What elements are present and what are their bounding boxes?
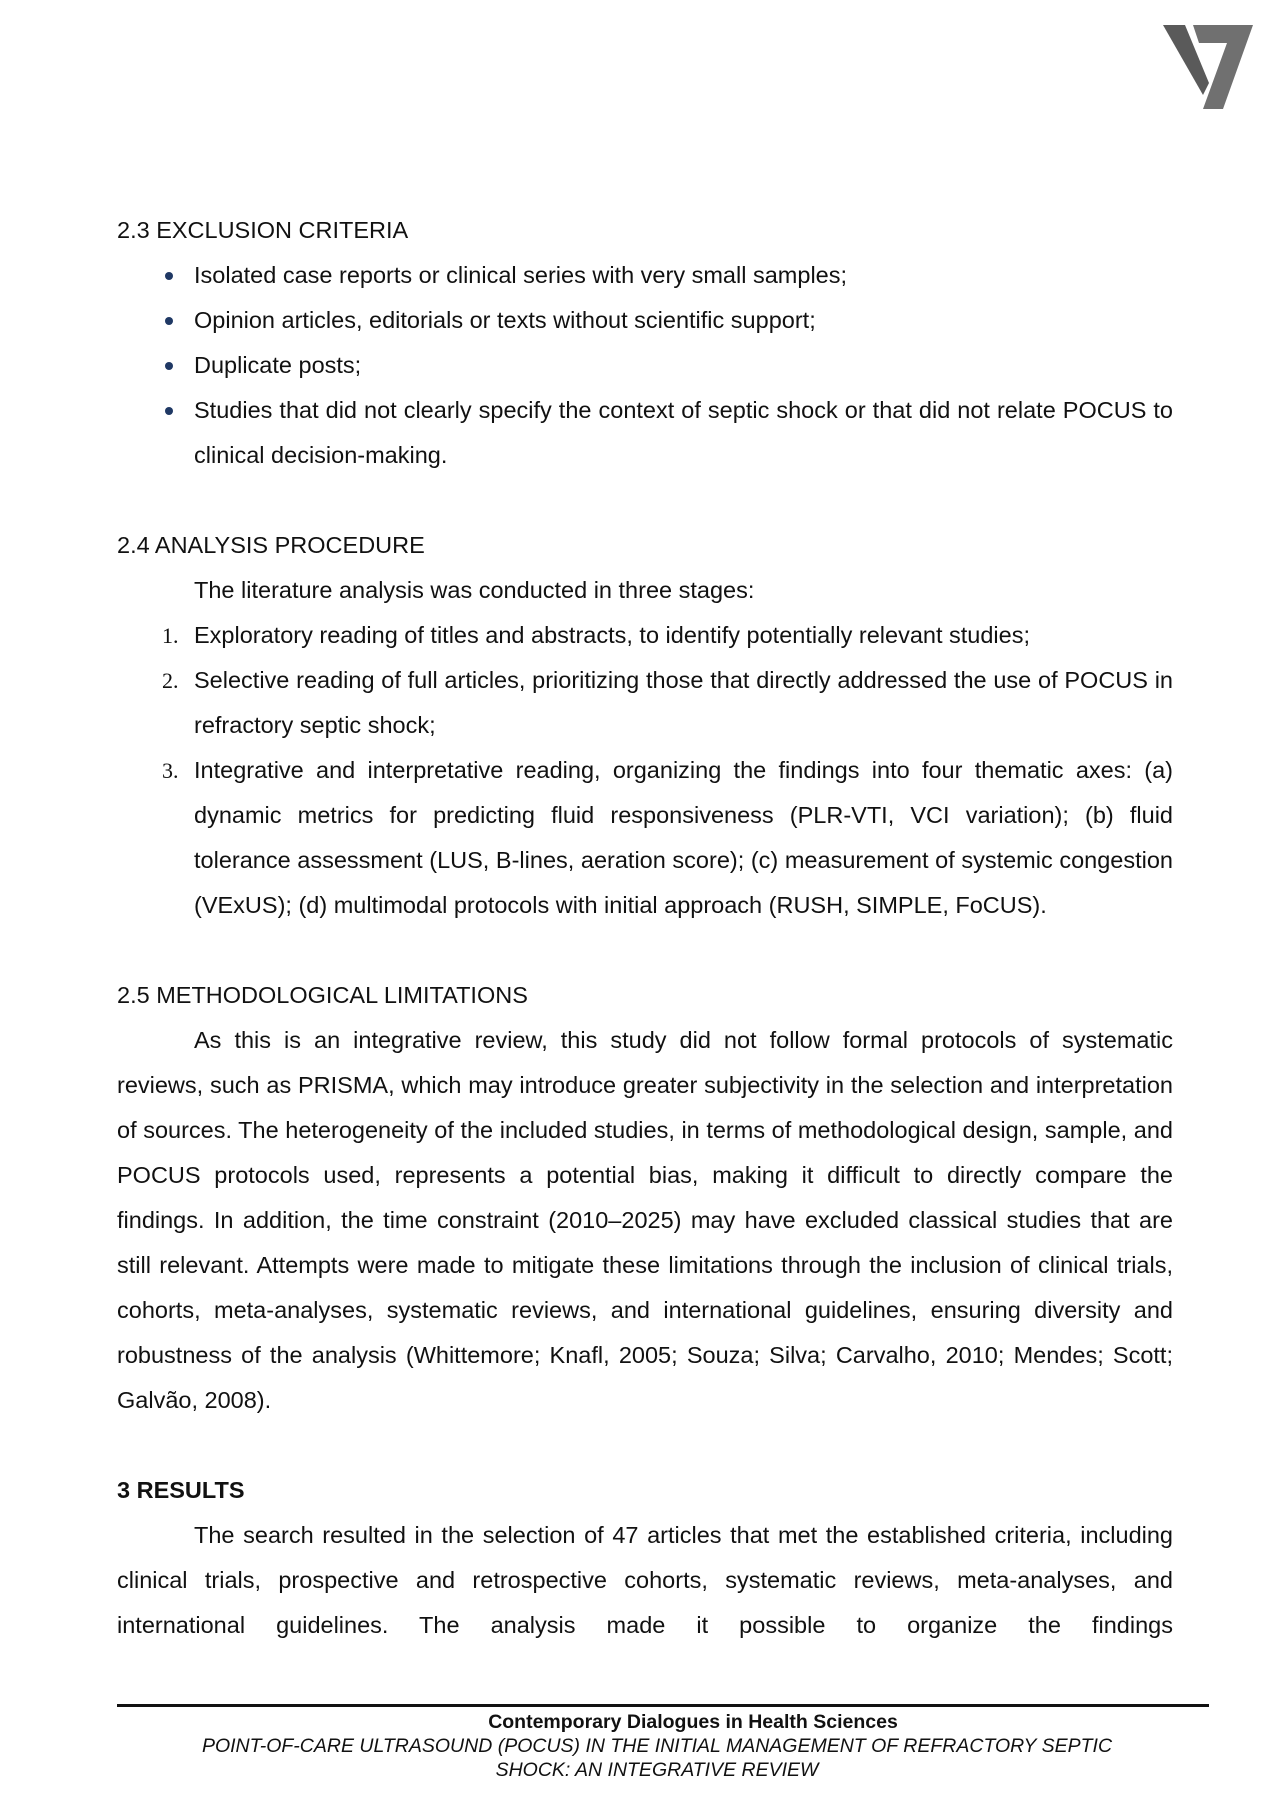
spacer <box>117 1423 1173 1468</box>
list-item <box>162 613 1173 658</box>
body-paragraph: The search resulted in the selection of 47 articles that met the established criteria, including clinical trials, prospective and retrospective cohorts, systematic reviews, meta-analyses, and international guidelines. The analysis made it possible to organize the findings <box>117 1522 1173 1638</box>
exclusion-criteria-list <box>117 253 1173 478</box>
spacer <box>117 478 1173 523</box>
article-title-line-1: POINT-OF-CARE ULTRASOUND (POCUS) IN THE INITIAL MANAGEMENT OF REFRACTORY SEPTIC <box>201 1735 1113 1757</box>
bullet-icon <box>165 362 173 370</box>
list-item-text: Opinion articles, editorials or texts without scientific support; <box>194 307 816 333</box>
section-heading: 2.3 EXCLUSION CRITERIA <box>117 217 409 243</box>
list-item <box>194 253 1173 298</box>
list-item <box>162 748 1173 928</box>
list-item-text: Selective reading of full articles, prioritizing those that directly addressed the use of POCUS in refractory septic shock; <box>194 667 1173 738</box>
spacer <box>117 928 1173 973</box>
analysis-steps-list <box>117 613 1173 928</box>
list-item <box>194 298 1173 343</box>
journal-name: Contemporary Dialogues in Health Sciences <box>488 1711 898 1733</box>
page-content <box>117 208 1173 1648</box>
list-item <box>162 658 1173 748</box>
body-paragraph: As this is an integrative review, this study did not follow formal protocols of systematic reviews, such as PRISMA, which may introduce greater subjectivity in the selection and interpretation of sources. The heterogeneity of the included studies, in terms of methodological design, sample, and POCUS protocols used, represents a potential bias, making it difficult to directly compare the findings. In addition, the time constraint (2010–2025) may have excluded classical studies that are still relevant. Attempts were made to mitigate these limitations through the inclusion of clinical trials, cohorts, meta-analyses, systematic reviews, and international guidelines, ensuring diversity and robustness of the analysis (Whittemore; Knafl, 2005; Souza; Silva; Carvalho, 2010; Mendes; Scott; Galvão, 2008). <box>117 1027 1173 1413</box>
section-results <box>117 1468 1173 1648</box>
v7-logo-icon <box>1163 25 1253 109</box>
article-title <box>157 1734 1157 1782</box>
page-footer <box>117 1710 1209 1782</box>
list-item-text: Exploratory reading of titles and abstracts, to identify potentially relevant studies; <box>194 622 1031 648</box>
section-analysis-procedure <box>117 523 1173 928</box>
section-heading: 3 RESULTS <box>117 1477 245 1503</box>
list-item <box>194 388 1173 478</box>
bullet-icon <box>165 407 173 415</box>
section-heading: 2.5 METHODOLOGICAL LIMITATIONS <box>117 982 528 1008</box>
intro-paragraph: The literature analysis was conducted in three stages: <box>194 577 755 603</box>
list-item <box>194 343 1173 388</box>
list-item-text: Integrative and interpretative reading, organizing the findings into four thematic axes: (a) dynamic metrics for predicting fluid responsiveness (PLR-VTI, VCI variation); (b) fluid tolerance assessment (LUS, B-lines, aeration score); (c) measurement of systemic congestion (VExUS); (d) multimodal protocols with initial approach (RUSH, SIMPLE, FoCUS). <box>194 757 1173 918</box>
section-exclusion-criteria <box>117 208 1173 478</box>
list-number: 1. <box>162 623 179 648</box>
list-item-text: Duplicate posts; <box>194 352 362 378</box>
list-number: 2. <box>162 668 179 693</box>
list-item-text: Studies that did not clearly specify the context of septic shock or that did not relate POCUS to clinical decision-making. <box>194 397 1173 468</box>
journal-logo <box>1163 25 1253 109</box>
list-item-text: Isolated case reports or clinical series with very small samples; <box>194 262 848 288</box>
bullet-icon <box>165 272 173 280</box>
bullet-icon <box>165 317 173 325</box>
article-title-line-2: SHOCK: AN INTEGRATIVE REVIEW <box>495 1759 819 1781</box>
footer-divider <box>117 1704 1209 1707</box>
list-number: 3. <box>162 758 179 783</box>
section-methodological-limitations <box>117 973 1173 1423</box>
section-heading: 2.4 ANALYSIS PROCEDURE <box>117 532 425 558</box>
